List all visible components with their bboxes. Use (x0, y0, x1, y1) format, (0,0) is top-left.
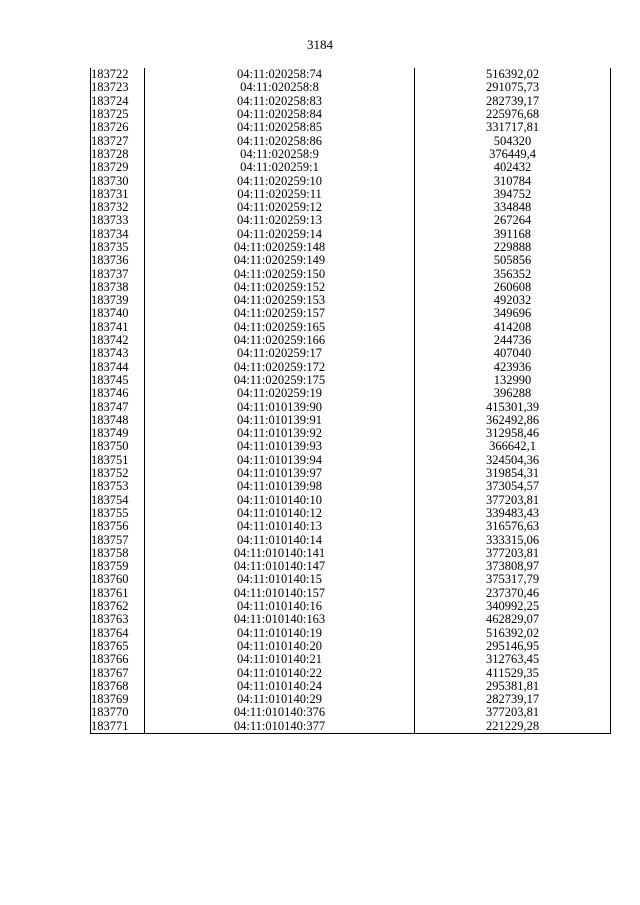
page-number: 3184 (307, 37, 333, 52)
cadastral-number-cell: 04:11:010139:94 (145, 454, 415, 467)
cadastral-number-cell: 04:11:010140:13 (145, 520, 415, 533)
cadastral-number-cell: 04:11:020259:12 (145, 201, 415, 214)
value-cell: 339483,43 (415, 507, 611, 520)
table-row (91, 480, 611, 493)
row-number-cell: 183743 (91, 347, 145, 360)
row-number-cell: 183762 (91, 600, 145, 613)
cadastral-number-cell: 04:11:020259:17 (145, 347, 415, 360)
value-cell: 244736 (415, 334, 611, 347)
cadastral-number-cell: 04:11:020258:74 (145, 68, 415, 81)
cadastral-number-cell: 04:11:010140:24 (145, 680, 415, 693)
table-row (91, 241, 611, 254)
row-number-cell: 183761 (91, 587, 145, 600)
row-number-cell: 183724 (91, 95, 145, 108)
row-number-cell: 183746 (91, 387, 145, 400)
value-cell: 414208 (415, 321, 611, 334)
row-number-cell: 183754 (91, 494, 145, 507)
value-cell: 349696 (415, 307, 611, 320)
table-row (91, 573, 611, 586)
cadastral-number-cell: 04:11:010139:90 (145, 400, 415, 413)
cadastral-number-cell: 04:11:020258:85 (145, 121, 415, 134)
row-number-cell: 183770 (91, 706, 145, 719)
row-number-cell: 183728 (91, 148, 145, 161)
value-cell: 516392,02 (415, 626, 611, 639)
value-cell: 407040 (415, 347, 611, 360)
table-row (91, 440, 611, 453)
row-number-cell: 183737 (91, 267, 145, 280)
cadastral-number-cell: 04:11:020259:165 (145, 321, 415, 334)
cadastral-number-cell: 04:11:010139:92 (145, 427, 415, 440)
value-cell: 310784 (415, 174, 611, 187)
value-cell: 423936 (415, 361, 611, 374)
table-row (91, 626, 611, 639)
cadastral-number-cell: 04:11:020259:1 (145, 161, 415, 174)
value-cell: 260608 (415, 281, 611, 294)
row-number-cell: 183729 (91, 161, 145, 174)
table-row (91, 720, 611, 734)
value-cell: 316576,63 (415, 520, 611, 533)
row-number-cell: 183765 (91, 640, 145, 653)
value-cell: 396288 (415, 387, 611, 400)
row-number-cell: 183723 (91, 81, 145, 94)
cadastral-number-cell: 04:11:020259:150 (145, 267, 415, 280)
value-cell: 295146,95 (415, 640, 611, 653)
cadastral-number-cell: 04:11:010139:98 (145, 480, 415, 493)
table-row (91, 653, 611, 666)
cadastral-number-cell: 04:11:010140:20 (145, 640, 415, 653)
cadastral-number-cell: 04:11:020259:19 (145, 387, 415, 400)
table-row (91, 134, 611, 147)
row-number-cell: 183747 (91, 400, 145, 413)
cadastral-number-cell: 04:11:010140:377 (145, 720, 415, 734)
cadastral-number-cell: 04:11:020259:149 (145, 254, 415, 267)
value-cell: 411529,35 (415, 666, 611, 679)
row-number-cell: 183733 (91, 214, 145, 227)
row-number-cell: 183767 (91, 666, 145, 679)
value-cell: 394752 (415, 188, 611, 201)
cadastral-number-cell: 04:11:020259:11 (145, 188, 415, 201)
value-cell: 373054,57 (415, 480, 611, 493)
value-cell: 376449,4 (415, 148, 611, 161)
value-cell: 377203,81 (415, 494, 611, 507)
row-number-cell: 183757 (91, 533, 145, 546)
table-row (91, 427, 611, 440)
value-cell: 402432 (415, 161, 611, 174)
value-cell: 366642,1 (415, 440, 611, 453)
value-cell: 312958,46 (415, 427, 611, 440)
row-number-cell: 183742 (91, 334, 145, 347)
cadastral-number-cell: 04:11:020259:157 (145, 307, 415, 320)
value-cell: 462829,07 (415, 613, 611, 626)
row-number-cell: 183771 (91, 720, 145, 734)
table-row (91, 95, 611, 108)
row-number-cell: 183741 (91, 321, 145, 334)
cadastral-number-cell: 04:11:020259:10 (145, 174, 415, 187)
value-cell: 334848 (415, 201, 611, 214)
cadastral-number-cell: 04:11:020258:8 (145, 81, 415, 94)
row-number-cell: 183730 (91, 174, 145, 187)
table-row (91, 400, 611, 413)
table-row (91, 214, 611, 227)
cadastral-number-cell: 04:11:010139:93 (145, 440, 415, 453)
row-number-cell: 183758 (91, 547, 145, 560)
value-cell: 362492,86 (415, 414, 611, 427)
table-row (91, 666, 611, 679)
table-row (91, 68, 611, 81)
table-row (91, 281, 611, 294)
row-number-cell: 183748 (91, 414, 145, 427)
row-number-cell: 183731 (91, 188, 145, 201)
table-row (91, 174, 611, 187)
cadastral-number-cell: 04:11:020258:9 (145, 148, 415, 161)
table-row (91, 347, 611, 360)
table-row (91, 680, 611, 693)
value-cell: 225976,68 (415, 108, 611, 121)
value-cell: 267264 (415, 214, 611, 227)
value-cell: 331717,81 (415, 121, 611, 134)
cadastral-number-cell: 04:11:020258:84 (145, 108, 415, 121)
value-cell: 282739,17 (415, 693, 611, 706)
table-row (91, 254, 611, 267)
cadastral-number-cell: 04:11:010140:21 (145, 653, 415, 666)
table-row (91, 374, 611, 387)
value-cell: 319854,31 (415, 467, 611, 480)
table-row (91, 560, 611, 573)
value-cell: 505856 (415, 254, 611, 267)
cadastral-number-cell: 04:11:020258:86 (145, 134, 415, 147)
table-row (91, 467, 611, 480)
table-row (91, 387, 611, 400)
value-cell: 291075,73 (415, 81, 611, 94)
value-cell: 324504,36 (415, 454, 611, 467)
cadastral-number-cell: 04:11:020259:152 (145, 281, 415, 294)
row-number-cell: 183751 (91, 454, 145, 467)
table-row (91, 507, 611, 520)
cadastral-number-cell: 04:11:010140:157 (145, 587, 415, 600)
row-number-cell: 183735 (91, 241, 145, 254)
row-number-cell: 183763 (91, 613, 145, 626)
cadastral-number-cell: 04:11:010139:97 (145, 467, 415, 480)
cadastral-number-cell: 04:11:020259:13 (145, 214, 415, 227)
row-number-cell: 183727 (91, 134, 145, 147)
table-row (91, 414, 611, 427)
row-number-cell: 183736 (91, 254, 145, 267)
table-row (91, 533, 611, 546)
table-row (91, 600, 611, 613)
cadastral-number-cell: 04:11:010140:12 (145, 507, 415, 520)
row-number-cell: 183750 (91, 440, 145, 453)
cadastral-number-cell: 04:11:010140:376 (145, 706, 415, 719)
cadastral-number-cell: 04:11:010140:15 (145, 573, 415, 586)
value-cell: 356352 (415, 267, 611, 280)
row-number-cell: 183722 (91, 68, 145, 81)
row-number-cell: 183749 (91, 427, 145, 440)
row-number-cell: 183725 (91, 108, 145, 121)
value-cell: 504320 (415, 134, 611, 147)
row-number-cell: 183732 (91, 201, 145, 214)
row-number-cell: 183759 (91, 560, 145, 573)
value-cell: 333315,06 (415, 533, 611, 546)
value-cell: 373808,97 (415, 560, 611, 573)
value-cell: 377203,81 (415, 547, 611, 560)
cadastral-number-cell: 04:11:020259:166 (145, 334, 415, 347)
row-number-cell: 183755 (91, 507, 145, 520)
registry-table-body (91, 68, 611, 733)
table-row (91, 520, 611, 533)
cadastral-number-cell: 04:11:020258:83 (145, 95, 415, 108)
table-row (91, 693, 611, 706)
cadastral-number-cell: 04:11:010140:163 (145, 613, 415, 626)
table-row (91, 587, 611, 600)
value-cell: 516392,02 (415, 68, 611, 81)
row-number-cell: 183752 (91, 467, 145, 480)
row-number-cell: 183764 (91, 626, 145, 639)
table-row (91, 706, 611, 719)
value-cell: 132990 (415, 374, 611, 387)
row-number-cell: 183726 (91, 121, 145, 134)
row-number-cell: 183745 (91, 374, 145, 387)
value-cell: 282739,17 (415, 95, 611, 108)
cadastral-number-cell: 04:11:010140:16 (145, 600, 415, 613)
cadastral-number-cell: 04:11:010140:29 (145, 693, 415, 706)
row-number-cell: 183744 (91, 361, 145, 374)
row-number-cell: 183740 (91, 307, 145, 320)
cadastral-number-cell: 04:11:020259:148 (145, 241, 415, 254)
value-cell: 377203,81 (415, 706, 611, 719)
table-row (91, 267, 611, 280)
cadastral-number-cell: 04:11:010140:10 (145, 494, 415, 507)
value-cell: 375317,79 (415, 573, 611, 586)
cadastral-number-cell: 04:11:020259:175 (145, 374, 415, 387)
cadastral-number-cell: 04:11:020259:14 (145, 228, 415, 241)
table-row (91, 494, 611, 507)
row-number-cell: 183756 (91, 520, 145, 533)
table-row (91, 334, 611, 347)
table-row (91, 188, 611, 201)
cadastral-number-cell: 04:11:010140:147 (145, 560, 415, 573)
table-row (91, 307, 611, 320)
value-cell: 492032 (415, 294, 611, 307)
table-row (91, 108, 611, 121)
table-row (91, 81, 611, 94)
value-cell: 295381,81 (415, 680, 611, 693)
row-number-cell: 183734 (91, 228, 145, 241)
registry-table (90, 68, 611, 734)
table-row (91, 161, 611, 174)
table-row (91, 361, 611, 374)
table-row (91, 294, 611, 307)
table-row (91, 613, 611, 626)
value-cell: 391168 (415, 228, 611, 241)
table-row (91, 201, 611, 214)
table-row (91, 547, 611, 560)
row-number-cell: 183769 (91, 693, 145, 706)
value-cell: 312763,45 (415, 653, 611, 666)
cadastral-number-cell: 04:11:010140:14 (145, 533, 415, 546)
table-row (91, 454, 611, 467)
cadastral-number-cell: 04:11:010140:22 (145, 666, 415, 679)
table-row (91, 321, 611, 334)
cadastral-number-cell: 04:11:010140:141 (145, 547, 415, 560)
cadastral-number-cell: 04:11:010139:91 (145, 414, 415, 427)
row-number-cell: 183766 (91, 653, 145, 666)
cadastral-number-cell: 04:11:020259:153 (145, 294, 415, 307)
cadastral-number-cell: 04:11:020259:172 (145, 361, 415, 374)
row-number-cell: 183768 (91, 680, 145, 693)
value-cell: 221229,28 (415, 720, 611, 734)
row-number-cell: 183739 (91, 294, 145, 307)
table-row (91, 640, 611, 653)
row-number-cell: 183738 (91, 281, 145, 294)
value-cell: 237370,46 (415, 587, 611, 600)
table-row (91, 228, 611, 241)
value-cell: 229888 (415, 241, 611, 254)
table-row (91, 121, 611, 134)
value-cell: 415301,39 (415, 400, 611, 413)
value-cell: 340992,25 (415, 600, 611, 613)
table-row (91, 148, 611, 161)
cadastral-number-cell: 04:11:010140:19 (145, 626, 415, 639)
row-number-cell: 183753 (91, 480, 145, 493)
row-number-cell: 183760 (91, 573, 145, 586)
